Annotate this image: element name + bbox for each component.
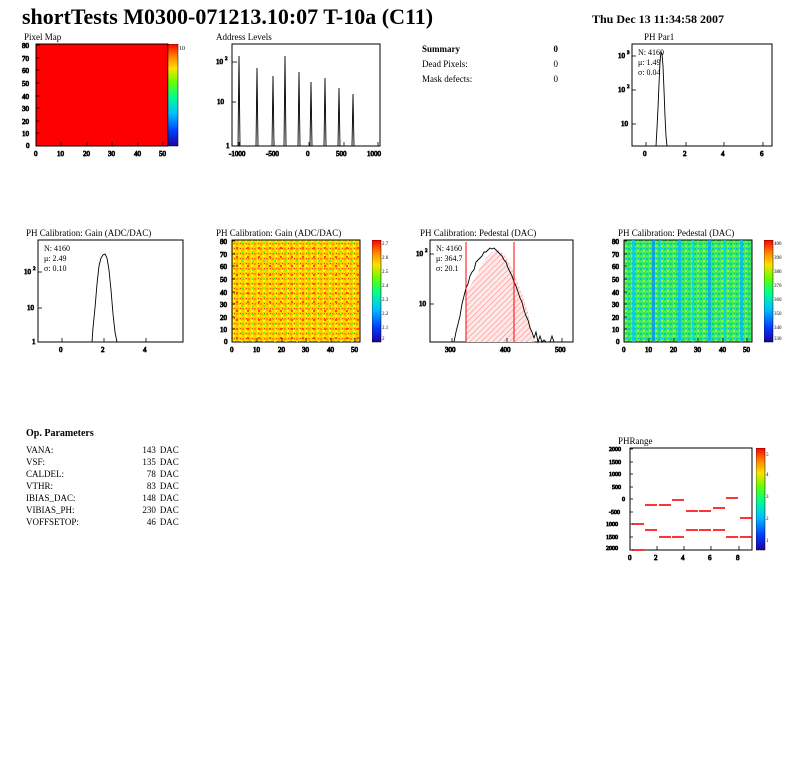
svg-text:40: 40 xyxy=(134,150,141,158)
ph-par1-stat-n: N: 4160 xyxy=(638,48,664,57)
svg-text:80: 80 xyxy=(612,238,619,246)
svg-text:20: 20 xyxy=(612,314,619,322)
svg-text:50: 50 xyxy=(159,150,166,158)
svg-text:1: 1 xyxy=(32,338,36,346)
op-parameters-block xyxy=(26,428,196,529)
svg-text:0: 0 xyxy=(622,497,625,503)
ph-par1-stat-mu: μ: 1.49 xyxy=(638,58,661,67)
ph-cal-gain-map-title: PH Calibration: Gain (ADC/DAC) xyxy=(216,228,342,238)
op-row-value: 46 xyxy=(146,517,156,527)
svg-text:20: 20 xyxy=(670,346,677,354)
pedestal-stat-n: N: 4160 xyxy=(436,244,462,253)
svg-text:4: 4 xyxy=(721,150,725,158)
svg-text:0: 0 xyxy=(643,150,647,158)
op-row-label: VANA: xyxy=(26,445,54,455)
op-row-value: 148 xyxy=(142,493,156,503)
svg-text:20: 20 xyxy=(278,346,285,354)
ph-par1-title: PH Par1 xyxy=(644,32,675,42)
svg-text:370: 370 xyxy=(774,284,782,289)
summary-block xyxy=(420,42,560,89)
summary-row-label: Dead Pixels: xyxy=(422,59,468,69)
svg-text:5: 5 xyxy=(766,453,769,458)
op-row-label: CALDEL: xyxy=(26,469,64,479)
op-row-value: 83 xyxy=(146,481,156,491)
ph-cal-pedestal-map-plot[interactable] xyxy=(604,228,784,358)
ph-par1-panel[interactable] xyxy=(612,32,782,162)
op-row-unit: DAC xyxy=(159,481,179,491)
svg-text:2000: 2000 xyxy=(606,546,618,552)
svg-text:2.4: 2.4 xyxy=(382,284,389,289)
svg-text:30: 30 xyxy=(612,301,619,309)
svg-text:1500: 1500 xyxy=(609,460,621,466)
svg-text:50: 50 xyxy=(22,80,29,88)
gain-map-colorbar xyxy=(372,240,396,344)
svg-text:50: 50 xyxy=(351,346,358,354)
op-row-value: 230 xyxy=(142,505,156,515)
op-row-unit: DAC xyxy=(159,457,179,467)
svg-text:0: 0 xyxy=(306,150,310,158)
svg-text:2: 2 xyxy=(382,337,385,342)
svg-text:2: 2 xyxy=(33,267,36,272)
svg-text:2000: 2000 xyxy=(609,447,621,453)
svg-text:70: 70 xyxy=(612,251,619,259)
svg-text:10: 10 xyxy=(253,346,260,354)
svg-text:10: 10 xyxy=(618,86,625,94)
ph-range-title: PHRange xyxy=(618,436,653,446)
svg-text:60: 60 xyxy=(220,263,227,271)
svg-text:340: 340 xyxy=(774,326,782,331)
op-row-label: VIBIAS_PH: xyxy=(26,505,75,515)
ph-cal-gain-hist-title: PH Calibration: Gain (ADC/DAC) xyxy=(26,228,152,238)
svg-text:10: 10 xyxy=(416,250,423,258)
svg-text:0: 0 xyxy=(230,346,234,354)
svg-text:10: 10 xyxy=(24,268,31,276)
svg-text:10: 10 xyxy=(27,304,34,312)
svg-text:2: 2 xyxy=(683,150,687,158)
op-row-value: 78 xyxy=(146,469,156,479)
pixel-map-colorbar xyxy=(168,44,190,152)
svg-text:390: 390 xyxy=(774,256,782,261)
op-parameters-heading: Op. Parameters xyxy=(26,428,94,439)
svg-text:0: 0 xyxy=(26,142,30,150)
svg-text:2: 2 xyxy=(627,85,630,90)
op-row-value: 135 xyxy=(142,457,156,467)
svg-text:400: 400 xyxy=(774,242,782,247)
summary-row-value: 0 xyxy=(553,59,558,69)
ph-cal-pedestal-map-title: PH Calibration: Pedestal (DAC) xyxy=(618,228,735,238)
svg-text:10: 10 xyxy=(645,346,652,354)
svg-text:350: 350 xyxy=(774,312,782,317)
svg-text:300: 300 xyxy=(445,346,456,354)
summary-row-label: Mask defects: xyxy=(422,74,473,84)
ph-cal-gain-map-panel[interactable] xyxy=(212,228,392,358)
svg-text:30: 30 xyxy=(220,301,227,309)
op-row-label: VTHR: xyxy=(26,481,53,491)
svg-text:2: 2 xyxy=(766,517,769,522)
svg-text:2: 2 xyxy=(101,346,105,354)
svg-text:60: 60 xyxy=(22,67,29,75)
ph-par1-stat-sigma: σ: 0.04 xyxy=(638,68,661,77)
svg-text:50: 50 xyxy=(612,276,619,284)
op-row-unit: DAC xyxy=(159,505,179,515)
svg-text:2.1: 2.1 xyxy=(382,326,389,331)
ph-range-colorbar xyxy=(756,448,782,552)
svg-text:4: 4 xyxy=(681,554,685,562)
svg-text:2.5: 2.5 xyxy=(382,270,389,275)
address-levels-panel[interactable] xyxy=(212,32,392,162)
gain-stat-n: N: 4160 xyxy=(44,244,70,253)
svg-text:10: 10 xyxy=(618,52,625,60)
timestamp: Thu Dec 13 11:34:58 2007 xyxy=(592,12,724,26)
svg-text:-500: -500 xyxy=(266,150,279,158)
svg-text:0: 0 xyxy=(616,338,620,346)
svg-text:10: 10 xyxy=(220,326,227,334)
gain-stat-mu: μ: 2.49 xyxy=(44,254,67,263)
svg-text:30: 30 xyxy=(694,346,701,354)
address-levels-title: Address Levels xyxy=(216,32,272,42)
svg-text:2.6: 2.6 xyxy=(382,256,389,261)
summary-row-value: 0 xyxy=(553,74,558,84)
svg-text:10: 10 xyxy=(57,150,64,158)
svg-text:-1000: -1000 xyxy=(229,150,246,158)
svg-text:50: 50 xyxy=(743,346,750,354)
ph-cal-gain-hist-panel[interactable] xyxy=(18,228,193,358)
svg-text:80: 80 xyxy=(220,238,227,246)
svg-text:20: 20 xyxy=(83,150,90,158)
op-row-value: 143 xyxy=(142,445,156,455)
svg-text:80: 80 xyxy=(22,42,29,50)
ph-cal-gain-map-plot[interactable] xyxy=(212,228,392,358)
svg-text:4: 4 xyxy=(766,473,769,478)
svg-text:6: 6 xyxy=(708,554,712,562)
svg-text:2: 2 xyxy=(654,554,658,562)
svg-text:10: 10 xyxy=(179,46,185,52)
ph-cal-pedestal-map-panel[interactable] xyxy=(604,228,784,358)
svg-text:0: 0 xyxy=(224,338,228,346)
svg-text:10: 10 xyxy=(621,120,628,128)
ph-cal-pedestal-hist-panel[interactable] xyxy=(408,228,583,358)
svg-text:1: 1 xyxy=(766,539,769,544)
pedestal-stat-mu: μ: 364.7 xyxy=(436,254,463,263)
svg-text:70: 70 xyxy=(220,251,227,259)
svg-text:0: 0 xyxy=(59,346,63,354)
svg-text:500: 500 xyxy=(555,346,566,354)
svg-text:30: 30 xyxy=(22,105,29,113)
svg-text:1000: 1000 xyxy=(606,522,618,528)
svg-text:2.3: 2.3 xyxy=(382,298,389,303)
op-row-unit: DAC xyxy=(159,445,179,455)
svg-text:70: 70 xyxy=(22,55,29,63)
svg-text:0: 0 xyxy=(628,554,632,562)
svg-text:1000: 1000 xyxy=(367,150,381,158)
gain-stat-sigma: σ: 0.10 xyxy=(44,264,67,273)
pixel-map-plot[interactable] xyxy=(18,32,188,162)
svg-text:400: 400 xyxy=(500,346,511,354)
svg-text:8: 8 xyxy=(736,554,740,562)
svg-text:1500: 1500 xyxy=(606,535,618,541)
svg-text:10: 10 xyxy=(216,58,223,66)
svg-text:20: 20 xyxy=(22,118,29,126)
page-title: shortTests M0300-071213.10:07 T-10a (C11) xyxy=(22,4,434,29)
svg-text:3: 3 xyxy=(766,495,769,500)
summary-heading: Summary xyxy=(422,44,460,54)
svg-text:60: 60 xyxy=(612,263,619,271)
ph-cal-pedestal-hist-plot[interactable] xyxy=(408,228,583,358)
svg-text:-500: -500 xyxy=(609,510,620,516)
op-row-unit: DAC xyxy=(159,517,179,527)
op-row-unit: DAC xyxy=(159,469,179,479)
pedestal-stat-sigma: σ: 20.1 xyxy=(436,264,459,273)
svg-text:380: 380 xyxy=(774,270,782,275)
pedestal-map-colorbar xyxy=(764,240,794,344)
svg-text:10: 10 xyxy=(612,326,619,334)
svg-text:3: 3 xyxy=(627,51,630,56)
svg-text:6: 6 xyxy=(760,150,764,158)
svg-text:10: 10 xyxy=(217,98,224,106)
svg-text:4: 4 xyxy=(143,346,147,354)
svg-text:360: 360 xyxy=(774,298,782,303)
op-row-unit: DAC xyxy=(159,493,179,503)
svg-text:30: 30 xyxy=(108,150,115,158)
svg-text:30: 30 xyxy=(302,346,309,354)
svg-text:10: 10 xyxy=(22,130,29,138)
summary-heading-value: 0 xyxy=(553,44,558,54)
svg-text:40: 40 xyxy=(612,289,619,297)
svg-text:0: 0 xyxy=(34,150,38,158)
ph-cal-pedestal-hist-title: PH Calibration: Pedestal (DAC) xyxy=(420,228,537,238)
svg-text:10: 10 xyxy=(419,300,426,308)
svg-text:40: 40 xyxy=(719,346,726,354)
svg-text:40: 40 xyxy=(22,93,29,101)
op-row-label: IBIAS_DAC: xyxy=(26,493,76,503)
svg-text:40: 40 xyxy=(220,289,227,297)
svg-text:2: 2 xyxy=(225,57,228,62)
svg-text:330: 330 xyxy=(774,337,782,342)
svg-text:500: 500 xyxy=(612,485,621,491)
op-row-label: VSF: xyxy=(26,457,46,467)
svg-text:40: 40 xyxy=(327,346,334,354)
pixel-map-title: Pixel Map xyxy=(24,32,62,42)
op-row-label: VOFFSETOP: xyxy=(26,517,79,527)
svg-text:0: 0 xyxy=(622,346,626,354)
svg-text:2.2: 2.2 xyxy=(382,312,389,317)
address-levels-plot[interactable] xyxy=(212,32,392,162)
svg-text:20: 20 xyxy=(220,314,227,322)
svg-text:2.7: 2.7 xyxy=(382,242,389,247)
pixel-map-panel[interactable] xyxy=(18,32,188,162)
svg-text:1: 1 xyxy=(226,142,230,150)
svg-text:2: 2 xyxy=(425,249,428,254)
svg-text:50: 50 xyxy=(220,276,227,284)
svg-text:500: 500 xyxy=(336,150,347,158)
svg-text:1000: 1000 xyxy=(609,472,621,478)
